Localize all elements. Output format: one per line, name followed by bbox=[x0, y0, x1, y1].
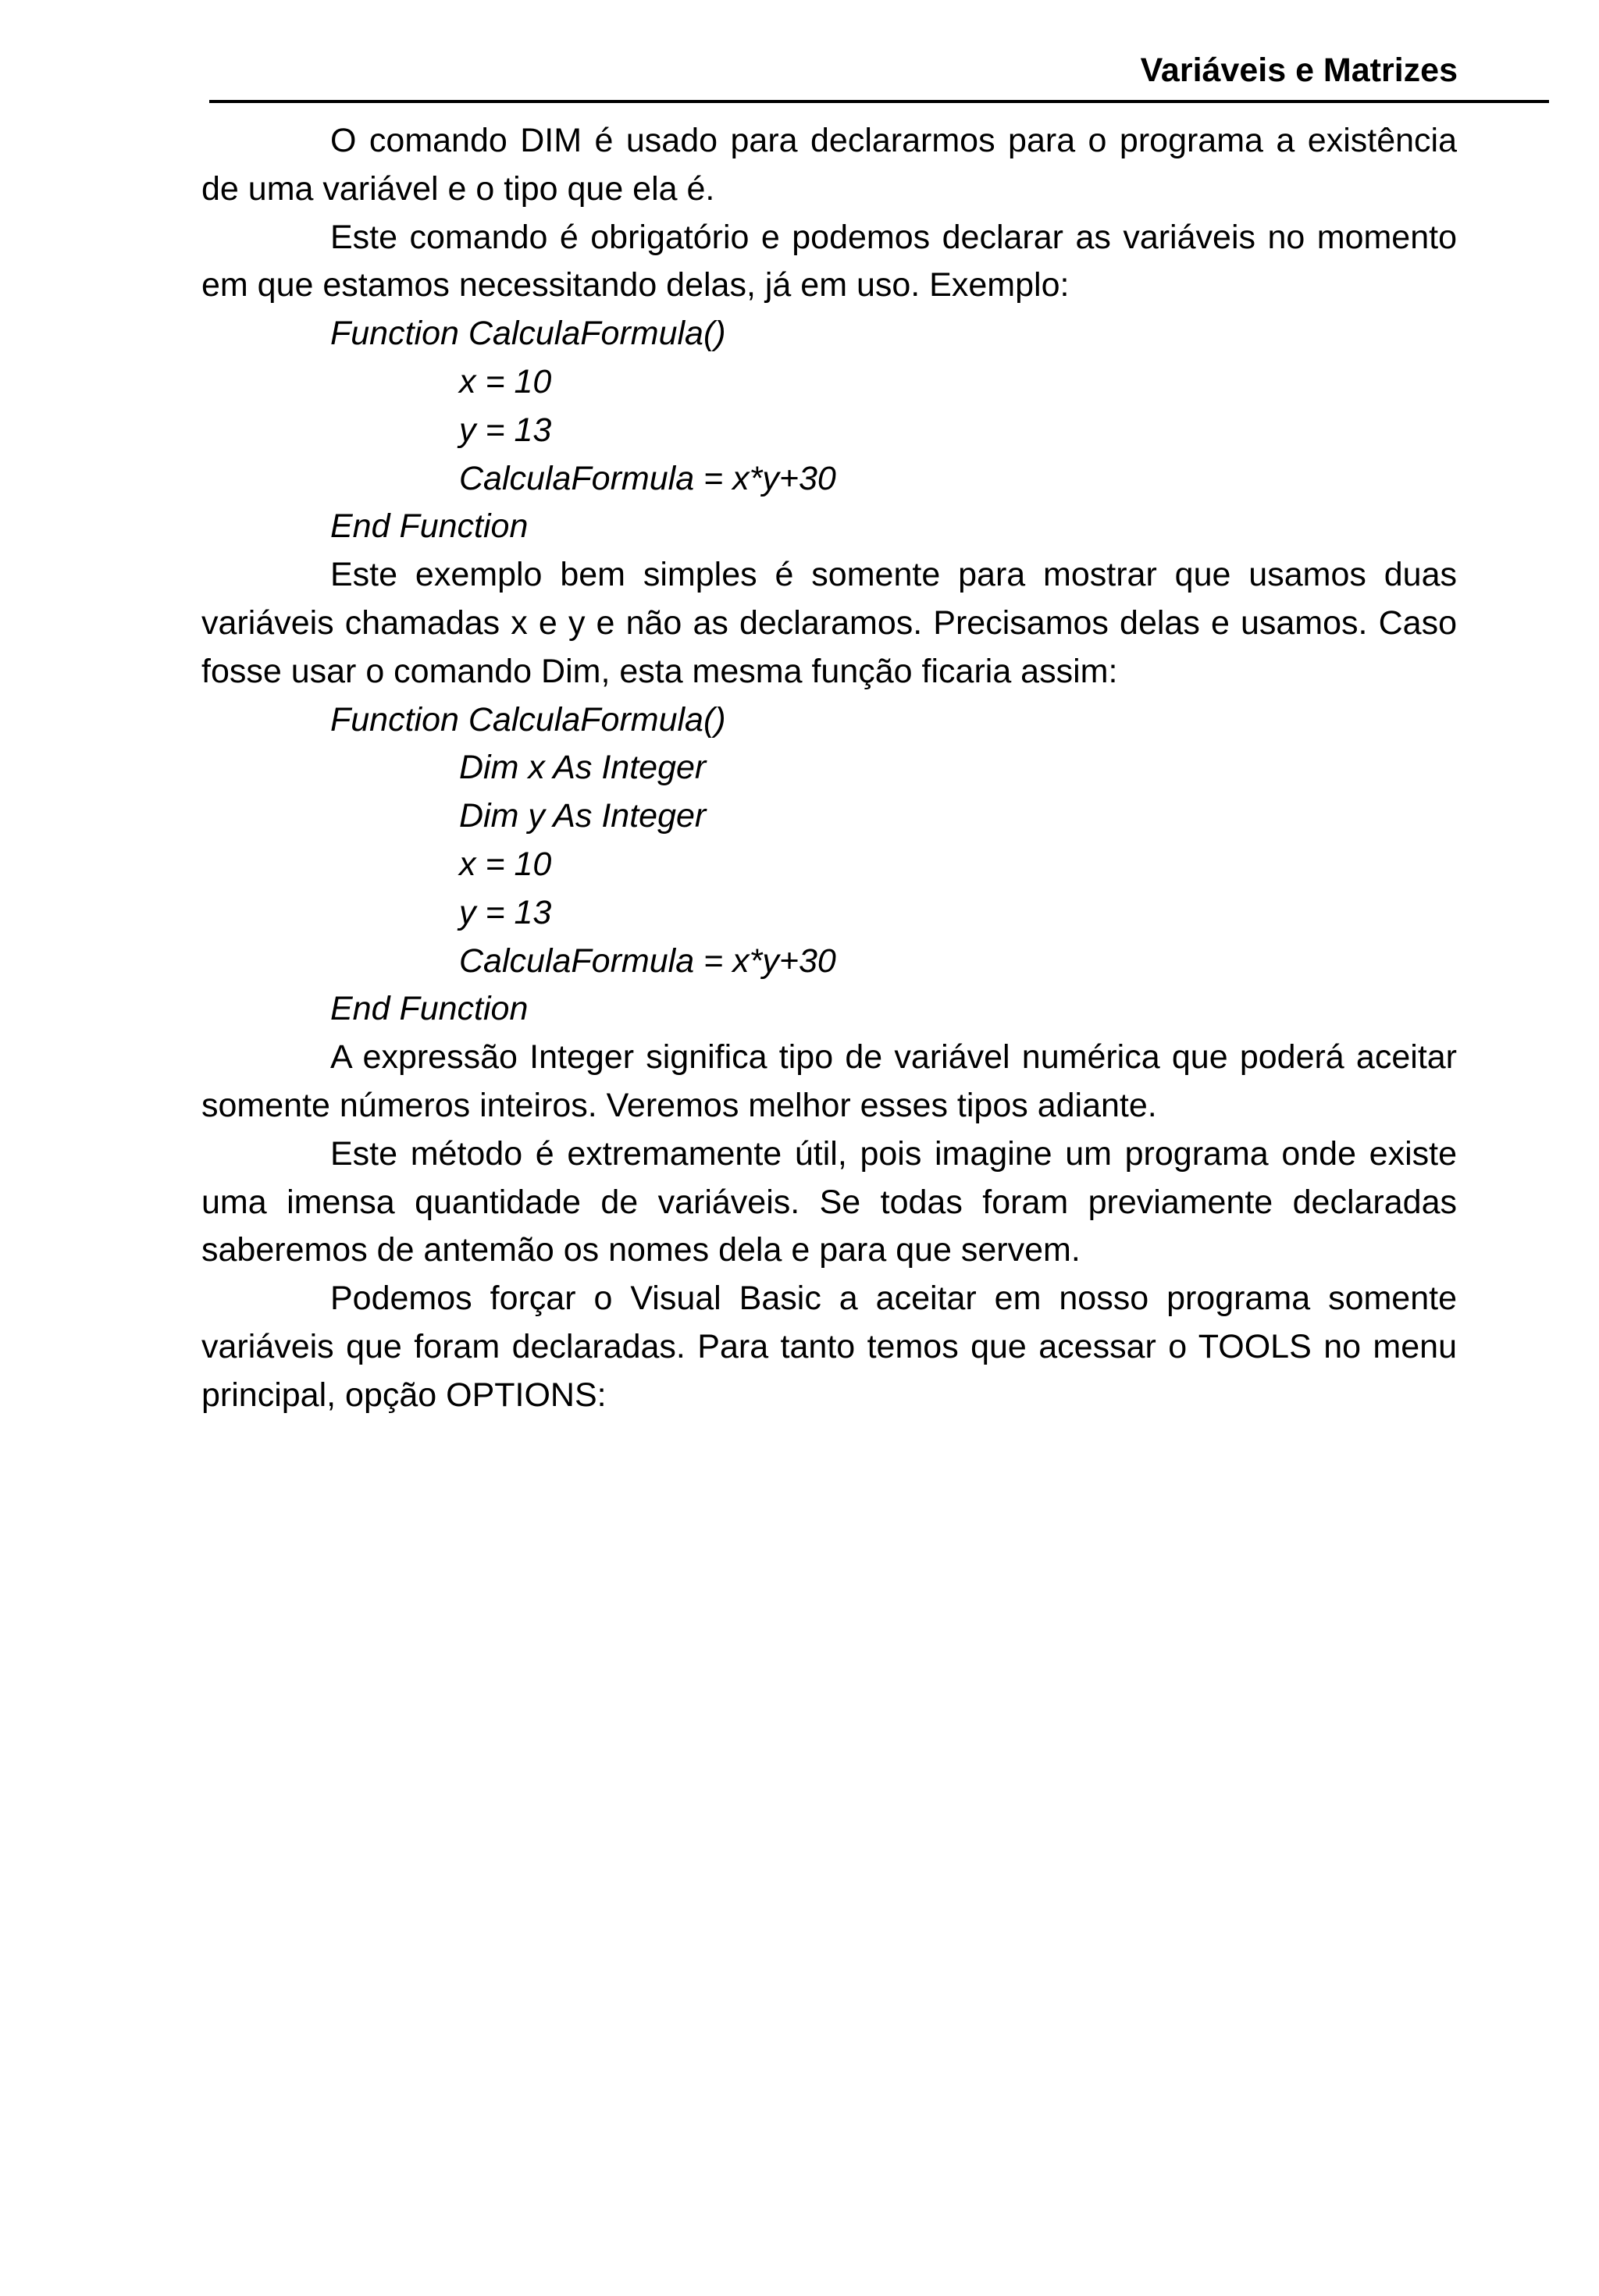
code-example-1 bbox=[201, 310, 1457, 551]
page-header bbox=[209, 50, 1549, 103]
paragraph-dim-mandatory: Este comando é obrigatório e podemos declarar as variáveis no momento em que estamos necessitando delas, já em uso. Exemplo: bbox=[201, 218, 1457, 304]
page-content bbox=[201, 117, 1457, 1420]
code-line: y = 13 bbox=[459, 893, 552, 931]
code-line: x = 10 bbox=[459, 845, 552, 883]
code-line: Function CalculaFormula() bbox=[330, 700, 726, 739]
paragraph-method-useful: Este método é extremamente útil, pois imagine um programa onde existe uma imensa quantidade de variáveis. Se todas foram previamente declaradas saberemos de antemão os nomes dela e para que servem. bbox=[201, 1134, 1457, 1269]
chapter-title: Variáveis e Matrizes bbox=[1140, 52, 1458, 89]
code-line: y = 13 bbox=[459, 411, 552, 449]
header-rule bbox=[209, 100, 1549, 103]
code-example-2 bbox=[201, 696, 1457, 1034]
code-line: Dim y As Integer bbox=[459, 797, 707, 835]
paragraph-force-declaration: Podemos forçar o Visual Basic a aceitar em nosso programa somente variáveis que foram declaradas. Para tanto temos que acessar o TOOLS no menu principal, opção OPTIONS: bbox=[201, 1280, 1457, 1414]
code-line: End Function bbox=[330, 507, 529, 546]
paragraph-integer: A expressão Integer significa tipo de variável numérica que poderá aceitar somente números inteiros. Veremos melhor esses tipos adiante. bbox=[201, 1038, 1457, 1124]
paragraph-example-explanation: Este exemplo bem simples é somente para mostrar que usamos duas variáveis chamadas x e y e não as declaramos. Precisamos delas e usamos. Caso fosse usar o comando Dim, esta mesma função ficaria assim: bbox=[201, 556, 1457, 690]
code-line: CalculaFormula = x*y+30 bbox=[459, 942, 836, 980]
code-line: Function CalculaFormula() bbox=[330, 315, 726, 353]
code-line: Dim x As Integer bbox=[459, 749, 707, 787]
code-line: CalculaFormula = x*y+30 bbox=[459, 459, 836, 497]
code-line: x = 10 bbox=[459, 362, 552, 400]
paragraph-dim-intro: O comando DIM é usado para declararmos para o programa a existência de uma variável e o tipo que ela é. bbox=[201, 122, 1457, 208]
code-line: End Function bbox=[330, 990, 529, 1028]
